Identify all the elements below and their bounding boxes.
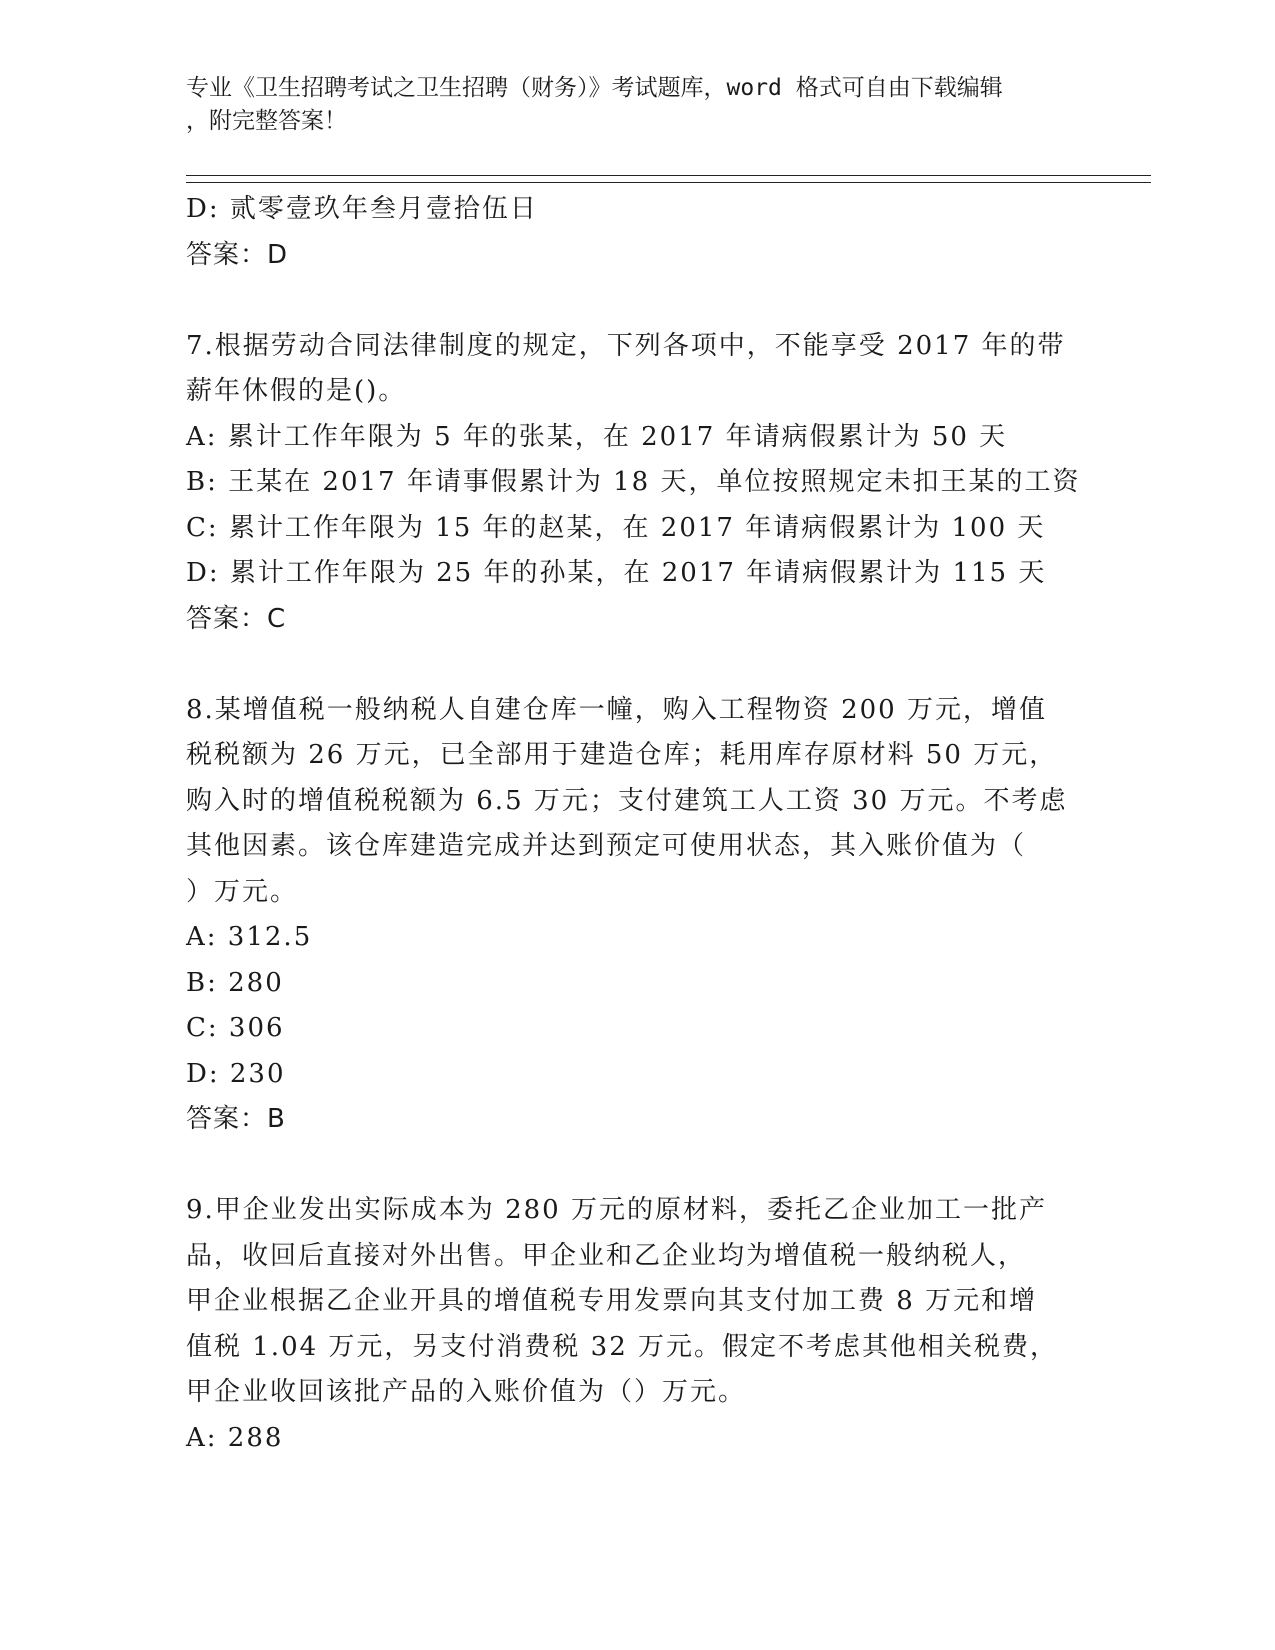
- q8-stem-line: 其他因素。该仓库建造完成并达到预定可使用状态，其入账价值为（: [186, 831, 1027, 861]
- q6-option-d: D: 贰零壹玖年叁月壹拾伍日: [186, 194, 538, 224]
- q7-option-b: B: 王某在 2017 年请事假累计为 18 天，单位按照规定未扣王某的工资: [186, 467, 1081, 497]
- q7-stem-line: 薪年休假的是()。: [186, 376, 407, 406]
- q6-answer: 答案：D: [186, 239, 289, 270]
- q8-option-a: A: 312.5: [186, 922, 313, 952]
- q8-option-b: B: 280: [186, 967, 284, 998]
- q9-option-a: A: 288: [186, 1422, 284, 1453]
- q8-stem-line: 8.某增值税一般纳税人自建仓库一幢，购入工程物资 200 万元，增值: [186, 694, 1047, 725]
- q9-stem-line: 9.甲企业发出实际成本为 280 万元的原材料，委托乙企业加工一批产: [186, 1195, 1047, 1225]
- header-rule-top: [186, 175, 1151, 176]
- q7-option-d: D: 累计工作年限为 25 年的孙某，在 2017 年请病假累计为 115 天: [186, 558, 1047, 588]
- question-9: [186, 1188, 1086, 1461]
- q7-stem-line: 7.根据劳动合同法律制度的规定，下列各项中，不能享受 2017 年的带: [186, 330, 1066, 361]
- q8-stem-line: 税税额为 26 万元，已全部用于建造仓库；耗用库存原材料 50 万元，: [186, 740, 1058, 770]
- q8-answer: 答案：B: [186, 1104, 286, 1134]
- spacer: [186, 1143, 1086, 1189]
- question-content: [186, 187, 1086, 1461]
- header-line-2: ，附完整答案！: [186, 108, 347, 134]
- spacer: [186, 278, 1086, 324]
- page-header: [186, 72, 1066, 138]
- header-line-1: 专业《卫生招聘考试之卫生招聘（财务）》考试题库，word 格式可自由下载编辑: [186, 75, 1003, 101]
- q8-stem-line: ）万元。: [186, 876, 299, 907]
- q9-stem-line: 品，收回后直接对外出售。甲企业和乙企业均为增值税一般纳税人，: [186, 1240, 1027, 1271]
- q8-option-d: D: 230: [186, 1058, 286, 1089]
- question-8: [186, 688, 1086, 1143]
- question-6: [186, 187, 1086, 278]
- q8-stem-line: 购入时的增值税税额为 6.5 万元；支付建筑工人工资 30 万元。不考虑: [186, 785, 1068, 816]
- q8-option-c: C: 306: [186, 1013, 285, 1043]
- q7-option-c: C: 累计工作年限为 15 年的赵某，在 2017 年请病假累计为 100 天: [186, 512, 1046, 543]
- header-rule-bottom: [186, 182, 1151, 183]
- spacer: [186, 642, 1086, 688]
- q7-option-a: A: 累计工作年限为 5 年的张某，在 2017 年请病假累计为 50 天: [186, 421, 1008, 452]
- q9-stem-line: 值税 1.04 万元，另支付消费税 32 万元。假定不考虑其他相关税费，: [186, 1331, 1059, 1362]
- q9-stem-line: 甲企业收回该批产品的入账价值为（）万元。: [186, 1377, 747, 1407]
- question-7: [186, 324, 1086, 643]
- q9-stem-line: 甲企业根据乙企业开具的增值税专用发票向其支付加工费 8 万元和增: [186, 1286, 1038, 1316]
- q7-answer: 答案：C: [186, 603, 287, 634]
